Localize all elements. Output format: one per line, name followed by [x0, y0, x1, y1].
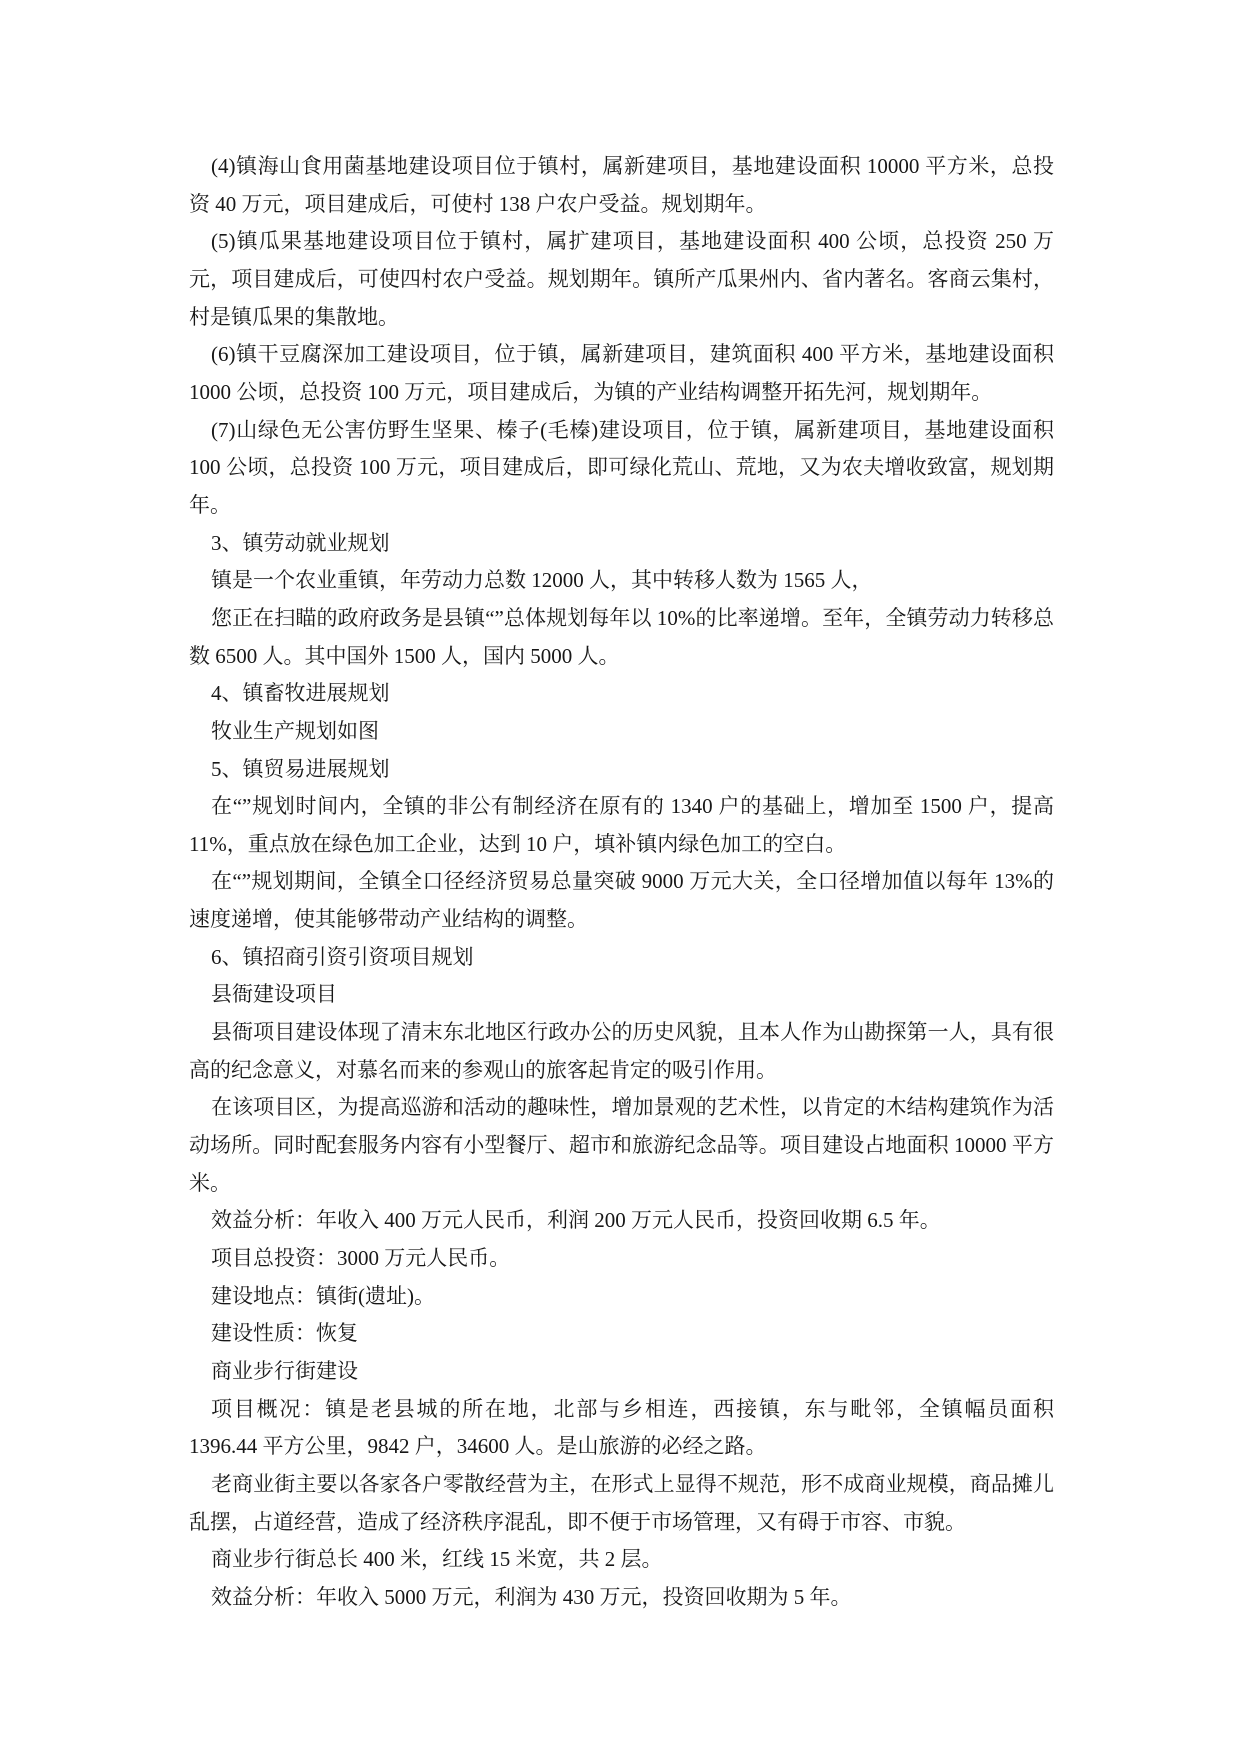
paragraph: 建设地点：镇街(遗址)。 [211, 1283, 435, 1308]
paragraph: 项目总投资：3000 万元人民币。 [211, 1246, 511, 1271]
paragraph: 县衙建设项目 [211, 982, 337, 1007]
paragraph: 商业步行街总长 400 米，红线 15 米宽，共 2 层。 [211, 1547, 663, 1572]
paragraph: 您正在扫瞄的政府政务是县镇“”总体规划每年以 10%的比率递增。至年，全镇劳动力转移总数 6500 人。其中国外 1500 人，国内 5000 人。 [189, 605, 1054, 668]
paragraph: 在“”规划期间，全镇全口径经济贸易总量突破 9000 万元大关，全口径增加值以每年 13%的速度递增，使其能够带动产业结构的调整。 [189, 869, 1054, 932]
document-body [189, 148, 1054, 1617]
paragraph: 牧业生产规划如图 [211, 718, 379, 743]
paragraph: 效益分析：年收入 5000 万元，利润为 430 万元，投资回收期为 5 年。 [211, 1584, 852, 1609]
paragraph: 在“”规划时间内，全镇的非公有制经济在原有的 1340 户的基础上，增加至 1500 户，提高 11%，重点放在绿色加工企业，达到 10 户，填补镇内绿色加工的空白。 [189, 794, 1054, 856]
paragraph: 4、镇畜牧进展规划 [211, 681, 390, 706]
paragraph: 商业步行街建设 [211, 1359, 358, 1383]
paragraph: 县衙项目建设体现了清末东北地区行政办公的历史风貌，且本人作为山勘探第一人，具有很高的纪念意义，对慕名而来的参观山的旅客起肯定的吸引作用。 [189, 1020, 1054, 1082]
paragraph: 5、镇贸易进展规划 [211, 756, 390, 781]
paragraph: 6、镇招商引资引资项目规划 [211, 944, 474, 969]
paragraph: 镇是一个农业重镇，年劳动力总数 12000 人，其中转移人数为 1565 人， [211, 568, 873, 593]
paragraph: 老商业街主要以各家各户零散经营为主，在形式上显得不规范，形不成商业规模，商品摊儿乱摆，占道经营，造成了经济秩序混乱，即不便于市场管理，又有碍于市容、市貌。 [189, 1471, 1054, 1534]
paragraph: 项目概况：镇是老县城的所在地，北部与乡相连，西接镇，东与毗邻，全镇幅员面积 1396.44 平方公里，9842 户，34600 人。是山旅游的必经之路。 [189, 1396, 1054, 1459]
paragraph: 3、镇劳动就业规划 [211, 530, 390, 555]
paragraph: (4)镇海山食用菌基地建设项目位于镇村，属新建项目，基地建设面积 10000 平方米，总投资 40 万元，项目建成后，可使村 138 户农户受益。规划期年。 [189, 154, 1054, 216]
paragraph: (7)山绿色无公害仿野生坚果、榛子(毛榛)建设项目，位于镇，属新建项目，基地建设面积 100 公顷，总投资 100 万元，项目建成后，即可绿化荒山、荒地，又为农夫增收致富，规划期年。 [189, 417, 1054, 517]
paragraph: 建设性质：恢复 [211, 1321, 358, 1346]
paragraph: 效益分析：年收入 400 万元人民币，利润 200 万元人民币，投资回收期 6.5 年。 [211, 1208, 941, 1233]
paragraph: (6)镇干豆腐深加工建设项目，位于镇，属新建项目，建筑面积 400 平方米，基地建设面积 1000 公顷，总投资 100 万元，项目建成后，为镇的产业结构调整开拓先河，规划期年。 [189, 342, 1054, 404]
paragraph: 在该项目区，为提高巡游和活动的趣味性，增加景观的艺术性，以肯定的木结构建筑作为活动场所。同时配套服务内容有小型餐厅、超市和旅游纪念品等。项目建设占地面积 10000 平方米。 [189, 1095, 1054, 1195]
paragraph: (5)镇瓜果基地建设项目位于镇村，属扩建项目，基地建设面积 400 公顷，总投资 250 万元，项目建成后，可使四村农户受益。规划期年。镇所产瓜果州内、省内著名。客商云集村，村是镇瓜果的集散地。 [189, 229, 1054, 329]
